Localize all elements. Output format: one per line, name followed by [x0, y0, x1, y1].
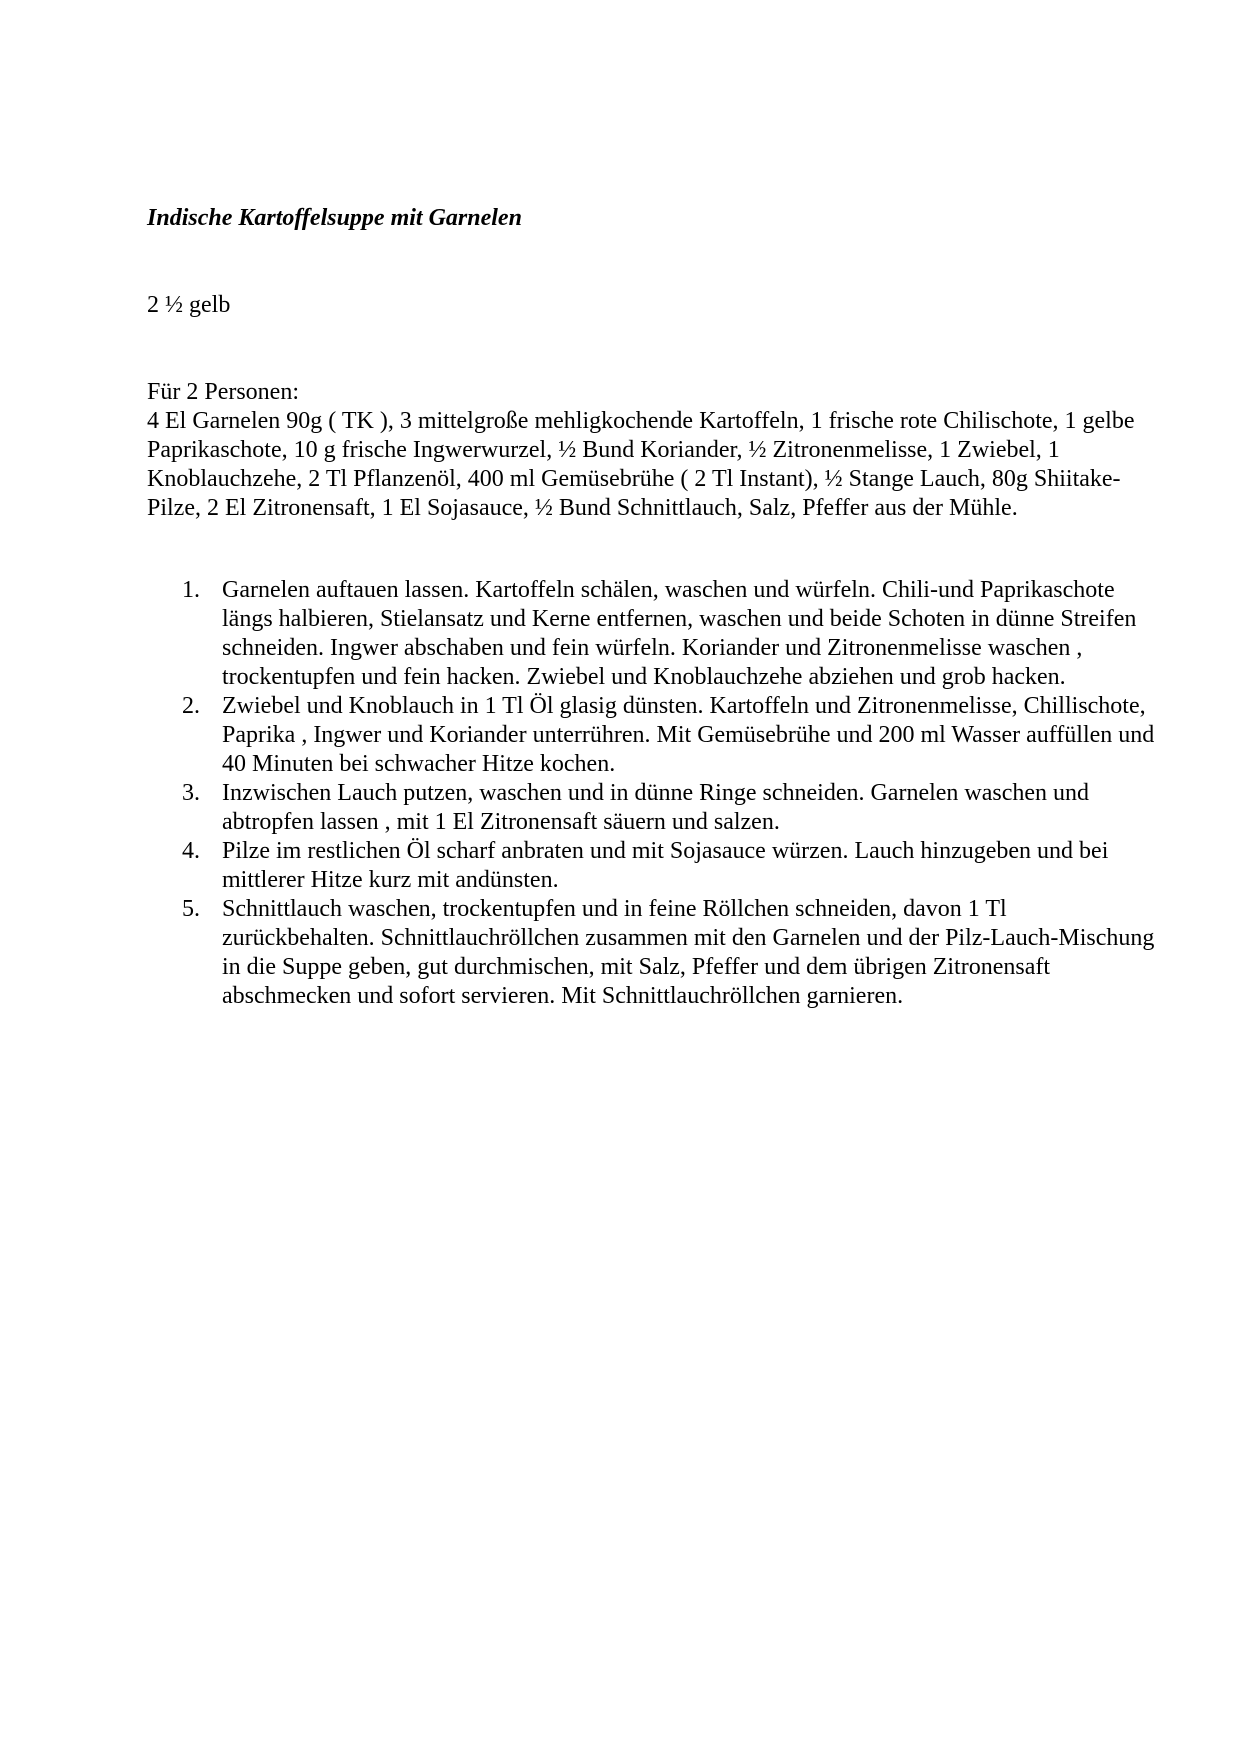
step-item [147, 692, 1207, 779]
step-item [147, 779, 1207, 837]
ingredients-line: 4 El Garnelen 90g ( TK ), 3 mittelgroße mehligkochende Kartoffeln, 1 frische rote Chilischote, 1 gelbe [147, 408, 1135, 434]
step-line: 40 Minuten bei schwacher Hitze kochen. [222, 751, 616, 777]
recipe-rating: 2 ½ gelb [147, 292, 231, 318]
step-item [147, 576, 1207, 692]
step-line: trockentupfen und fein hacken. Zwiebel und Knoblauchzehe abziehen und grob hacken. [222, 664, 1066, 690]
step-line: zurückbehalten. Schnittlauchröllchen zusammen mit den Garnelen und der Pilz-Lauch-Mischung [222, 925, 1155, 951]
ingredients-line: Knoblauchzehe, 2 Tl Pflanzenöl, 400 ml Gemüsebrühe ( 2 Tl Instant), ½ Stange Lauch, 80g Shiitake- [147, 466, 1121, 492]
step-item [147, 837, 1207, 895]
step-number: 5. [182, 896, 200, 922]
step-line: Zwiebel und Knoblauch in 1 Tl Öl glasig dünsten. Kartoffeln und Zitronenmelisse, Chillischote, [222, 693, 1146, 719]
step-line: Paprika , Ingwer und Koriander unterrühren. Mit Gemüsebrühe und 200 ml Wasser auffüllen und [222, 722, 1155, 748]
step-number: 2. [182, 693, 200, 719]
step-line: abschmecken und sofort servieren. Mit Schnittlauchröllchen garnieren. [222, 983, 904, 1009]
ingredients-line: Pilze, 2 El Zitronensaft, 1 El Sojasauce, ½ Bund Schnittlauch, Salz, Pfeffer aus der Mühle. [147, 495, 1018, 521]
step-line: abtropfen lassen , mit 1 El Zitronensaft säuern und salzen. [222, 809, 780, 835]
servings-heading: Für 2 Personen: [147, 379, 299, 405]
step-line: Pilze im restlichen Öl scharf anbraten und mit Sojasauce würzen. Lauch hinzugeben und bei [222, 838, 1109, 864]
step-line: in die Suppe geben, gut durchmischen, mit Salz, Pfeffer und dem übrigen Zitronensaft [222, 954, 1051, 980]
preparation-steps-list [147, 576, 1207, 1011]
step-line: Garnelen auftauen lassen. Kartoffeln schälen, waschen und würfeln. Chili-und Paprikaschote [222, 577, 1115, 603]
step-number: 3. [182, 780, 200, 806]
step-item [147, 895, 1207, 1011]
step-line: mittlerer Hitze kurz mit andünsten. [222, 867, 559, 893]
ingredients-paragraph [147, 407, 1187, 523]
step-number: 4. [182, 838, 200, 864]
step-line: Inzwischen Lauch putzen, waschen und in dünne Ringe schneiden. Garnelen waschen und [222, 780, 1090, 806]
step-line: schneiden. Ingwer abschaben und fein würfeln. Koriander und Zitronenmelisse waschen , [222, 635, 1083, 661]
ingredients-line: Paprikaschote, 10 g frische Ingwerwurzel, ½ Bund Koriander, ½ Zitronenmelisse, 1 Zwiebel, 1 [147, 437, 1060, 463]
recipe-title: Indische Kartoffelsuppe mit Garnelen [147, 205, 522, 231]
step-number: 1. [182, 577, 200, 603]
step-line: längs halbieren, Stielansatz und Kerne entfernen, waschen und beide Schoten in dünne Streifen [222, 606, 1137, 632]
step-line: Schnittlauch waschen, trockentupfen und in feine Röllchen schneiden, davon 1 Tl [222, 896, 1007, 922]
